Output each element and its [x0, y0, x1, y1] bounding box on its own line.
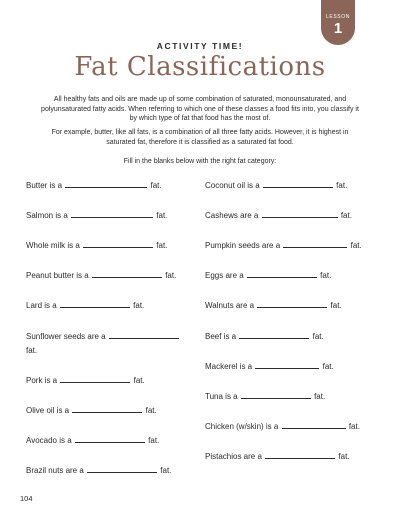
item-suffix: fat. — [145, 406, 157, 415]
fill-in-item — [205, 331, 324, 342]
answer-blank[interactable] — [263, 180, 333, 188]
fill-in-item — [26, 465, 171, 476]
item-suffix: fat. — [133, 301, 145, 310]
item-prompt: Olive oil is a — [26, 406, 70, 415]
item-suffix: fat. — [312, 332, 324, 341]
answer-blank[interactable] — [109, 331, 179, 339]
example-paragraph: For example, butter, like all fats, is a combination of all three fatty acids. However, it is highest in saturated fat, therefore it is classified as a saturated fat food. — [51, 129, 349, 146]
fill-in-item — [205, 180, 347, 191]
item-prompt: Chicken (w/skin) is a — [205, 422, 279, 431]
answer-blank[interactable] — [65, 180, 147, 188]
item-suffix: fat. — [320, 271, 332, 280]
answer-blank[interactable] — [239, 331, 309, 339]
fill-in-item — [26, 405, 157, 416]
item-suffix: fat. — [336, 181, 348, 190]
answer-blank[interactable] — [83, 240, 153, 248]
item-prompt: Cashews are a — [205, 211, 259, 220]
answer-blank[interactable] — [265, 451, 335, 459]
item-prompt: Walnuts are a — [205, 301, 255, 310]
fill-in-item — [205, 210, 352, 221]
item-suffix: fat. — [322, 362, 334, 371]
fill-in-item — [26, 270, 176, 281]
answer-blank[interactable] — [247, 270, 317, 278]
fill-in-item — [26, 240, 167, 251]
item-prompt: Eggs are a — [205, 271, 244, 280]
answer-blank[interactable] — [75, 435, 145, 443]
fill-in-item — [205, 361, 334, 372]
instruction-text: Fill in the blanks below with the right fat category: — [123, 158, 277, 165]
item-suffix: fat. — [133, 376, 145, 385]
lesson-badge — [321, 0, 355, 45]
item-suffix: fat. — [338, 452, 350, 461]
fill-in-item — [205, 270, 331, 281]
fill-in-item — [26, 210, 167, 221]
fill-in-item-continued — [26, 346, 37, 356]
answer-blank[interactable] — [60, 375, 130, 383]
item-suffix: fat. — [165, 271, 177, 280]
fill-in-item — [26, 435, 159, 446]
item-prompt: Beef is a — [205, 332, 237, 341]
item-suffix: fat. — [330, 301, 342, 310]
item-prompt: Peanut butter is a — [26, 271, 89, 280]
item-prompt: Pumpkin seeds are a — [205, 241, 281, 250]
item-prompt: Avocado is a — [26, 436, 72, 445]
answer-blank[interactable] — [255, 361, 319, 369]
item-suffix: fat. — [340, 211, 352, 220]
item-suffix: fat. — [156, 241, 168, 250]
answer-blank[interactable] — [282, 421, 346, 429]
item-prompt: Lard is a — [26, 301, 57, 310]
activity-kicker: ACTIVITY TIME! — [156, 41, 244, 51]
answer-blank[interactable] — [257, 300, 327, 308]
answer-blank[interactable] — [262, 210, 338, 218]
item-suffix: fat. — [156, 211, 168, 220]
answer-blank[interactable] — [72, 405, 142, 413]
fill-in-item — [205, 451, 350, 462]
answer-blank[interactable] — [60, 300, 130, 308]
item-suffix: fat. — [314, 392, 326, 401]
lesson-number: 1 — [333, 20, 343, 37]
item-prompt: Tuna is a — [205, 392, 238, 401]
item-suffix: fat. — [350, 241, 362, 250]
item-prompt: Sunflower seeds are a — [26, 332, 106, 341]
fill-in-item — [26, 331, 180, 342]
item-prompt: Butter is a — [26, 181, 63, 190]
answer-blank[interactable] — [283, 240, 347, 248]
answer-blank[interactable] — [71, 210, 153, 218]
answer-blank[interactable] — [92, 270, 162, 278]
fill-in-item — [205, 300, 342, 311]
item-suffix: fat. — [348, 422, 360, 431]
item-prompt: Coconut oil is a — [205, 181, 260, 190]
fill-in-item — [26, 180, 162, 191]
fill-in-item — [26, 375, 145, 386]
item-suffix: fat. — [150, 181, 162, 190]
fill-in-item — [205, 391, 325, 402]
fill-in-item — [26, 300, 144, 311]
item-prompt: Pork is a — [26, 376, 58, 385]
item-prompt: Salmon is a — [26, 211, 68, 220]
item-prompt: Brazil nuts are a — [26, 466, 84, 475]
intro-paragraph: All healthy fats and oils are made up of some combination of saturated, monounsaturated, and polyunsaturated fatty acids. When referring to which one of these classes a food fits into, you classify it by which type of fat that food has the most of. — [41, 96, 359, 122]
lesson-label: LESSON — [326, 14, 350, 20]
page-number: 104 — [20, 494, 33, 503]
answer-blank[interactable] — [87, 465, 157, 473]
fill-in-item — [205, 421, 360, 432]
page-title: Fat Classifications — [74, 52, 326, 82]
item-prompt: Whole milk is a — [26, 241, 80, 250]
answer-blank[interactable] — [241, 391, 311, 399]
fill-in-item — [205, 240, 362, 251]
item-suffix: fat. — [26, 346, 38, 355]
item-prompt: Pistachios are a — [205, 452, 262, 461]
item-suffix: fat. — [160, 466, 172, 475]
item-suffix: fat. — [148, 436, 160, 445]
item-prompt: Mackerel is a — [205, 362, 253, 371]
